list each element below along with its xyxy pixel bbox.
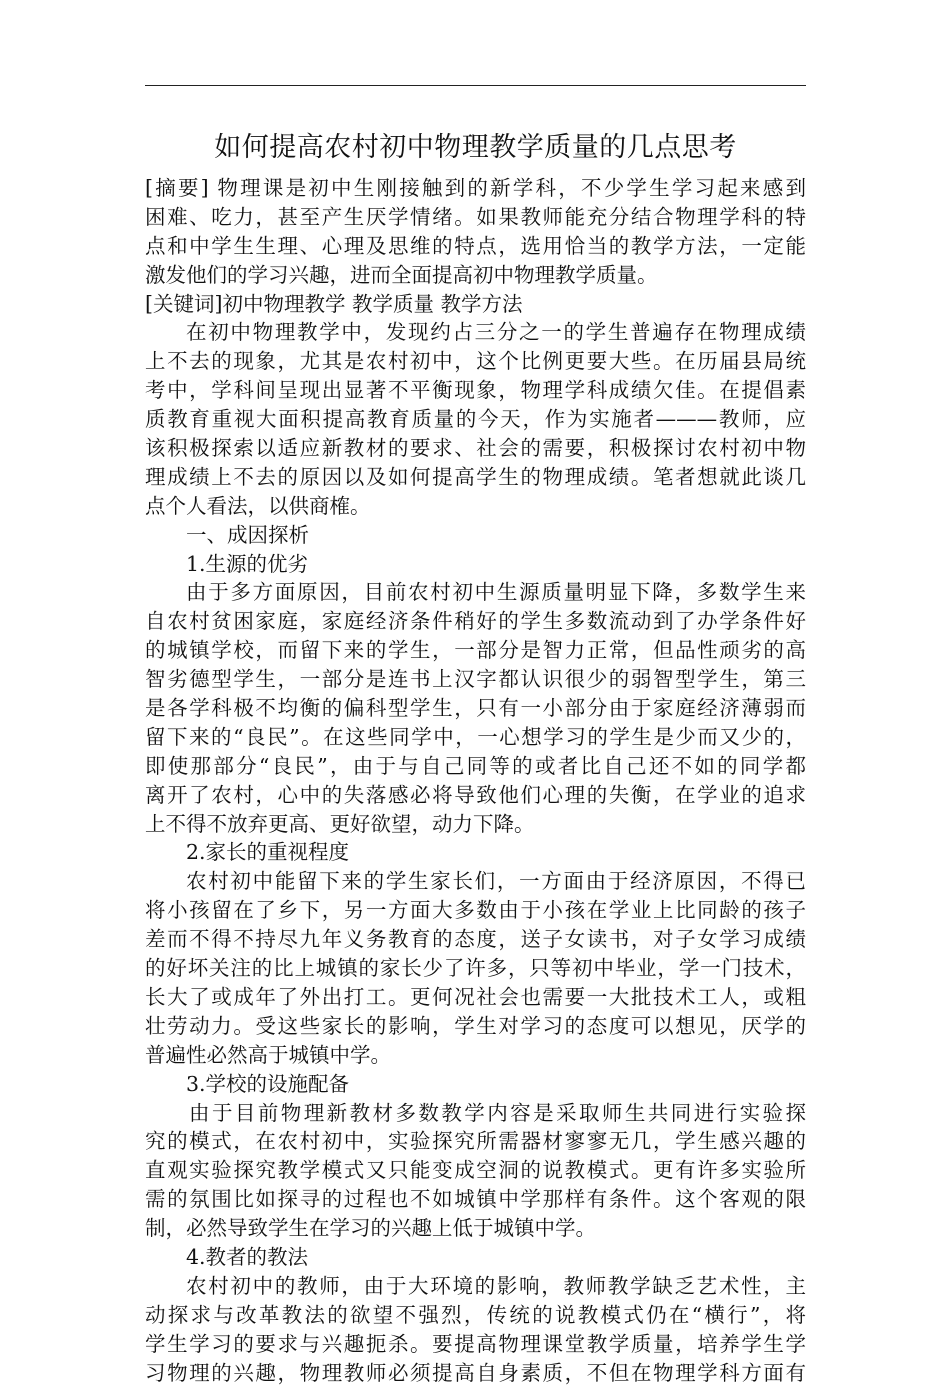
text-line: 需的氛围比如探寻的过程也不如城镇中学那样有条件。这个客观的限 [145, 1187, 806, 1212]
text-line: 上不去的现象，尤其是农村初中，这个比例更要大些。在历届县局统 [145, 349, 806, 374]
document-body [145, 174, 806, 1387]
text-line: 留下来的“良民”。在这些同学中，一心想学习的学生是少而又少的， [145, 724, 806, 749]
text-line: 直观实验探究教学模式又只能变成空洞的说教模式。更有许多实验所 [145, 1158, 806, 1183]
text-line: 农村初中的教师，由于大环境的影响，教师教学缺乏艺术性，主 [186, 1273, 806, 1298]
text-line: 1.生源的优劣 [186, 551, 309, 576]
text-line: 农村初中能留下来的学生家长们，一方面由于经济原因，不得已 [186, 869, 806, 894]
text-line: 离开了农村，心中的失落感必将导致他们心理的失衡，在学业的追求 [145, 782, 806, 807]
text-line: 学生学习的要求与兴趣扼杀。要提高物理课堂教学质量，培养学生学 [145, 1331, 806, 1356]
text-line: 2.家长的重视程度 [186, 840, 350, 865]
text-line: 智劣德型学生，一部分是连书上汉字都认识很少的弱智型学生，第三 [145, 667, 806, 692]
text-line: 壮劳动力。受这些家长的影响，学生对学习的态度可以想见，厌学的 [145, 1013, 806, 1038]
text-line: 的城镇学校，而留下来的学生，一部分是智力正常，但品性顽劣的高 [145, 638, 806, 663]
text-line: 将小孩留在了乡下，另一方面大多数由于小孩在学业上比同龄的孩子 [145, 898, 806, 923]
text-line: 是各学科极不均衡的偏科型学生，只有一小部分由于家庭经济薄弱而 [145, 696, 806, 721]
text-line: 困难、吃力，甚至产生厌学情绪。如果教师能充分结合物理学科的特 [145, 204, 806, 229]
text-line: 由于多方面原因，目前农村初中生源质量明显下降，多数学生来 [186, 580, 806, 605]
text-line: 点和中学生生理、心理及思维的特点，选用恰当的教学方法，一定能 [145, 233, 806, 258]
text-line: 习物理的兴趣，物理教师必须提高自身素质，不但在物理学科方面有 [145, 1360, 806, 1385]
text-line: 在初中物理教学中，发现约占三分之一的学生普遍存在物理成绩 [186, 320, 806, 345]
text-line: 理成绩上不去的原因以及如何提高学生的物理成绩。笔者想就此谈几 [145, 464, 806, 489]
text-line: 激发他们的学习兴趣，进而全面提高初中物理教学质量。 [145, 262, 658, 287]
text-line: 点个人看法，以供商榷。 [145, 493, 371, 518]
text-line: 的好坏关注的比上城镇的家长少了许多，只等初中毕业，学一门技术， [145, 956, 806, 981]
text-line: 由于目前物理新教材多数教学内容是采取师生共同进行实验探 [189, 1100, 806, 1125]
text-line: 自农村贫困家庭，家庭经济条件稍好的学生多数流动到了办学条件好 [145, 609, 806, 634]
text-line: 该积极探索以适应新教材的要求、社会的需要，积极探讨农村初中物 [145, 436, 806, 461]
text-line: 一、成因探析 [186, 522, 309, 547]
text-line: 动探求与改革教法的欲望不强烈，传统的说教模式仍在“横行”，将 [145, 1302, 806, 1327]
text-line: 质教育重视大面积提高教育质量的今天，作为实施者———教师，应 [145, 407, 806, 432]
text-line: 差而不得不持尽九年义务教育的态度，送子女读书，对子女学习成绩 [145, 927, 806, 952]
text-line: 即使那部分“良民”，由于与自己同等的或者比自己还不如的同学都 [145, 753, 806, 778]
text-line: [关键词]初中物理教学 教学质量 教学方法 [145, 291, 523, 316]
text-line: 考中，学科间呈现出显著不平衡现象，物理学科成绩欠佳。在提倡素 [145, 378, 806, 403]
header-rule [145, 85, 806, 86]
text-line: 3.学校的设施配备 [186, 1071, 350, 1096]
document-title: 如何提高农村初中物理教学质量的几点思考 [214, 132, 737, 163]
text-line: 究的模式，在农村初中，实验探究所需器材寥寥无几，学生感兴趣的 [145, 1129, 806, 1154]
text-line: 普遍性必然高于城镇中学。 [145, 1042, 391, 1067]
text-line: 上不得不放弃更高、更好欲望，动力下降。 [145, 811, 535, 836]
text-line: [摘要] 物理课是初中生刚接触到的新学科，不少学生学习起来感到 [145, 176, 806, 200]
text-line: 长大了或成年了外出打工。更何况社会也需要一大批技术工人，或粗 [145, 984, 806, 1009]
text-line: 制，必然导致学生在学习的兴趣上低于城镇中学。 [145, 1216, 596, 1241]
text-line: 4.教者的教法 [186, 1244, 309, 1269]
